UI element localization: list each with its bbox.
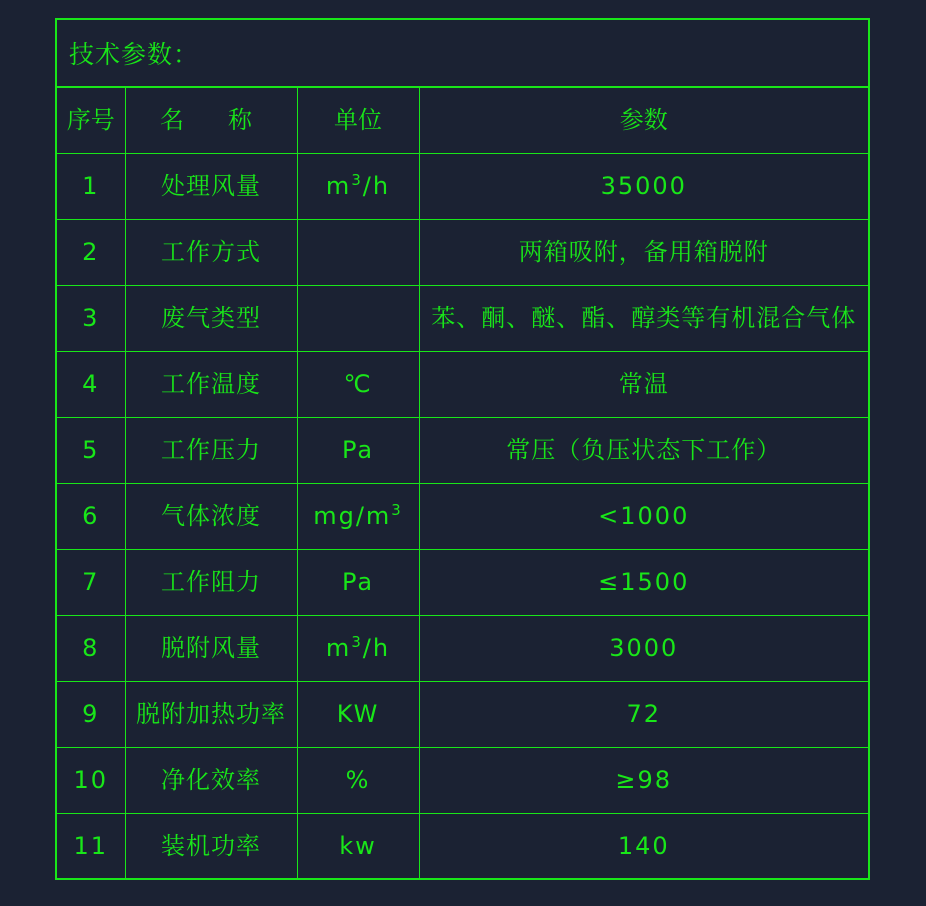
cell-unit: $mg/m^3$ (297, 484, 419, 550)
cell-param: 35000 (419, 154, 868, 220)
cell-name: 脱附风量 (125, 616, 297, 682)
cell-param: 3000 (419, 616, 868, 682)
table-row (57, 814, 868, 880)
cell-unit: $m^3/h$ (297, 616, 419, 682)
cell-name: 工作方式 (125, 220, 297, 286)
cell-param: 两箱吸附，备用箱脱附 (419, 220, 868, 286)
cell-unit: % (297, 748, 419, 814)
cell-no: 5 (57, 418, 125, 484)
cell-param: 常压（负压状态下工作） (419, 418, 868, 484)
column-header-unit: 单位 (297, 88, 419, 154)
cell-name: 工作温度 (125, 352, 297, 418)
table-row (57, 154, 868, 220)
table-row (57, 418, 868, 484)
cell-name: 工作阻力 (125, 550, 297, 616)
page-title: 技术参数： (69, 40, 200, 69)
cell-no: 6 (57, 484, 125, 550)
table-body (57, 154, 868, 880)
cell-unit: $m^3/h$ (297, 154, 419, 220)
cell-no: 7 (57, 550, 125, 616)
technical-parameters-sheet (55, 18, 870, 880)
cell-no: 10 (57, 748, 125, 814)
cell-name: 工作压力 (125, 418, 297, 484)
cell-param: ≤1500 (419, 550, 868, 616)
table-row (57, 220, 868, 286)
cell-unit: Pa (297, 418, 419, 484)
cell-no: 3 (57, 286, 125, 352)
column-header-no: 序号 (57, 88, 125, 154)
cell-unit (297, 220, 419, 286)
cell-param: 72 (419, 682, 868, 748)
table-row (57, 616, 868, 682)
cell-no: 8 (57, 616, 125, 682)
table-row (57, 352, 868, 418)
cell-name: 装机功率 (125, 814, 297, 880)
cell-param: 苯、酮、醚、酯、醇类等有机混合气体 (419, 286, 868, 352)
cell-param: ≥98 (419, 748, 868, 814)
cell-name: 净化效率 (125, 748, 297, 814)
cell-param: <1000 (419, 484, 868, 550)
cell-param: 常温 (419, 352, 868, 418)
cell-name: 气体浓度 (125, 484, 297, 550)
table-header-row (57, 88, 868, 154)
cell-unit: Pa (297, 550, 419, 616)
table-row (57, 550, 868, 616)
column-header-param: 参数 (419, 88, 868, 154)
table-row (57, 286, 868, 352)
cell-unit: ℃ (297, 352, 419, 418)
cell-param: 140 (617, 832, 670, 861)
table-row (57, 484, 868, 550)
cell-unit: KW (297, 682, 419, 748)
column-header-name: 名 称 (125, 88, 297, 154)
cell-unit (297, 286, 419, 352)
table-row (57, 682, 868, 748)
cell-no: 4 (57, 352, 125, 418)
cell-no: 1 (57, 154, 125, 220)
cell-no: 11 (57, 814, 125, 880)
cell-name: 废气类型 (125, 286, 297, 352)
table-row (57, 748, 868, 814)
technical-parameters-table (57, 88, 868, 879)
cell-unit: kw (297, 814, 419, 880)
cell-no: 9 (57, 682, 125, 748)
cell-name: 脱附加热功率 (125, 682, 297, 748)
sheet-title-row (57, 20, 868, 88)
cell-no: 2 (57, 220, 125, 286)
cell-name: 处理风量 (125, 154, 297, 220)
